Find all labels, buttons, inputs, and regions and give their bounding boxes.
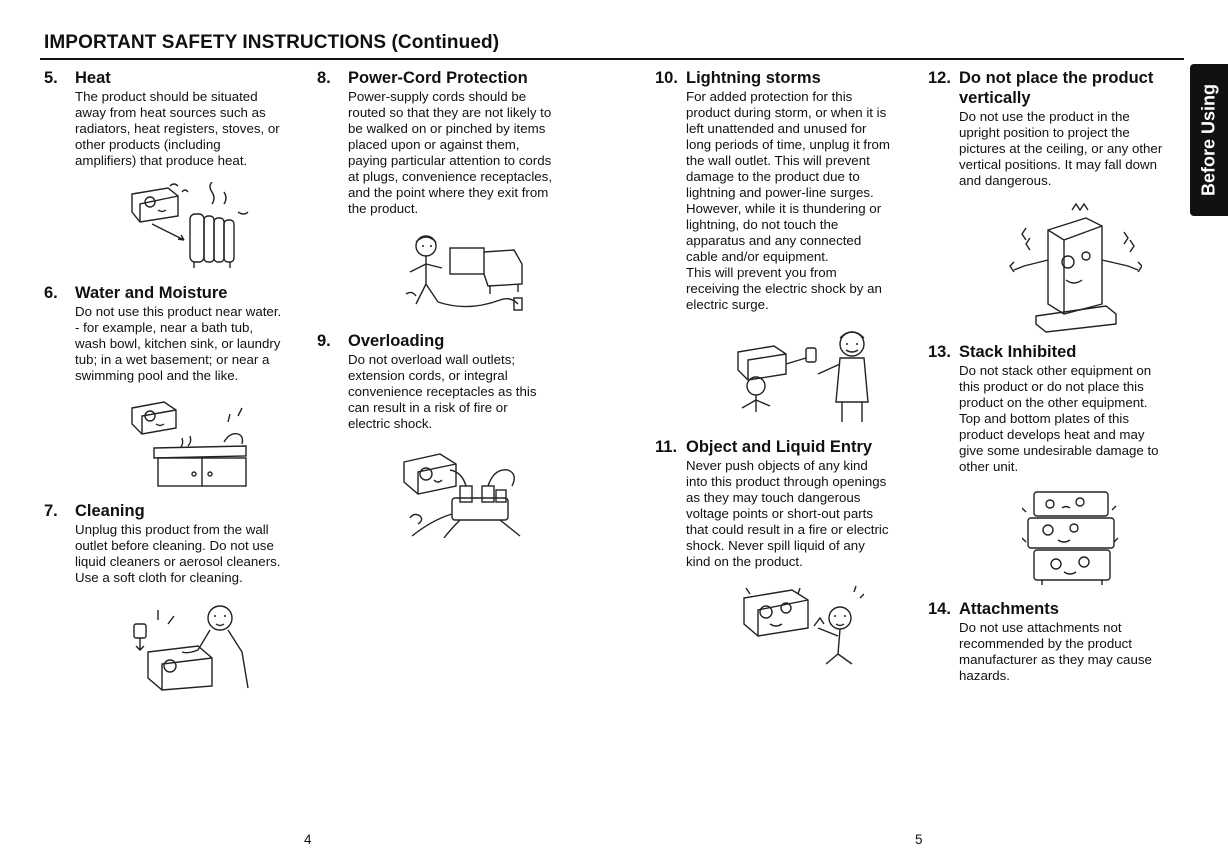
before-using-tab xyxy=(1190,64,1228,216)
section-body: Do not use the product in the upright position to project the pictures at the ceiling, or any other vertical positions. It may fall down and dangerous. xyxy=(959,109,1163,188)
section-body: Do not use attachments not recommended by the product manufacturer as they may cause hazards. xyxy=(959,620,1152,683)
section-number: 6. xyxy=(44,284,58,302)
section-title: Heat xyxy=(75,69,111,87)
section-cleaning xyxy=(44,501,306,586)
section-number: 13. xyxy=(928,343,951,361)
section-number: 14. xyxy=(928,600,951,618)
section-vertical xyxy=(928,68,1184,189)
section-body: Never push objects of any kind into this product through openings as they may touch dangerous voltage points or short-out parts that could result in a fire or electric shock. Never spill liquid of any kind on the product. xyxy=(686,458,889,569)
section-body: The product should be situated away from heat sources such as radiators, heat registers, stoves, or other products (including amplifiers) that produce heat. xyxy=(75,89,280,168)
lightning-illustration xyxy=(734,328,874,424)
section-powercord xyxy=(317,68,577,217)
powercord-illustration xyxy=(398,232,526,314)
cleaning-illustration xyxy=(128,600,252,692)
section-object xyxy=(655,437,917,570)
section-body: Do not stack other equipment on this product or do not place this product on the other equipment. Top and bottom plates of this product develops heat and may give some undesirable damage to other unit. xyxy=(959,363,1159,474)
section-water xyxy=(44,283,306,384)
section-stack xyxy=(928,342,1184,475)
heat-illustration xyxy=(128,182,252,272)
section-title: Lightning storms xyxy=(686,69,821,87)
section-title: Stack Inhibited xyxy=(959,343,1077,361)
section-body: Do not overload wall outlets; extension cords, or integral convenience receptacles as this can result in a risk of fire or electric shock. xyxy=(348,352,537,431)
section-title: Cleaning xyxy=(75,502,145,520)
title-rule xyxy=(40,58,1184,60)
section-number: 7. xyxy=(44,502,58,520)
section-number: 11. xyxy=(655,438,678,456)
section-number: 8. xyxy=(317,69,331,87)
section-title: Overloading xyxy=(348,332,445,350)
object-illustration xyxy=(740,584,864,666)
water-illustration xyxy=(128,398,252,488)
stack-illustration xyxy=(1022,488,1120,586)
page-number-left: 4 xyxy=(304,832,312,847)
section-number: 9. xyxy=(317,332,331,350)
section-title: Water and Moisture xyxy=(75,284,228,302)
section-body: Do not use this product near water. - for example, near a bath tub, wash bowl, kitchen sink, or laundry tub; in a wet basement; or near a swimming pool and the like. xyxy=(75,304,282,383)
section-number: 5. xyxy=(44,69,58,87)
page-title: IMPORTANT SAFETY INSTRUCTIONS (Continued) xyxy=(44,32,500,53)
overloading-illustration xyxy=(400,446,524,538)
vertical-illustration xyxy=(1006,200,1142,334)
section-attachments xyxy=(928,599,1184,684)
section-title: Object and Liquid Entry xyxy=(686,438,873,456)
section-lightning xyxy=(655,68,917,313)
section-number: 10. xyxy=(655,69,678,87)
section-number: 12. xyxy=(928,69,951,87)
side-tab-label: Before Using xyxy=(1198,83,1219,197)
section-title: Power-Cord Protection xyxy=(348,69,528,87)
section-overloading xyxy=(317,331,577,432)
section-heat xyxy=(44,68,306,169)
section-body: Power-supply cords should be routed so that they are not likely to be walked on or pinched by items placed upon or against them, paying particular attention to cords at plugs, convenience receptacles, and the point where they exit from the product. xyxy=(348,89,553,216)
section-body: Unplug this product from the wall outlet before cleaning. Do not use liquid cleaners or aerosol cleaners. Use a soft cloth for cleaning. xyxy=(75,522,281,585)
section-title: Attachments xyxy=(959,600,1059,618)
page-number-right: 5 xyxy=(915,832,923,847)
section-title: Do not place the product vertically xyxy=(959,69,1154,107)
section-body: For added protection for this product during storm, or when it is left unattended and unused for long periods of time, unplug it from the wall outlet. This will prevent damage to the product due to lightning and power-line surges. However, while it is thundering or lightning, do not touch the apparatus and any connected cable and/or equipment. This will prevent you from receiving the electric shock by an electric surge. xyxy=(686,89,890,312)
